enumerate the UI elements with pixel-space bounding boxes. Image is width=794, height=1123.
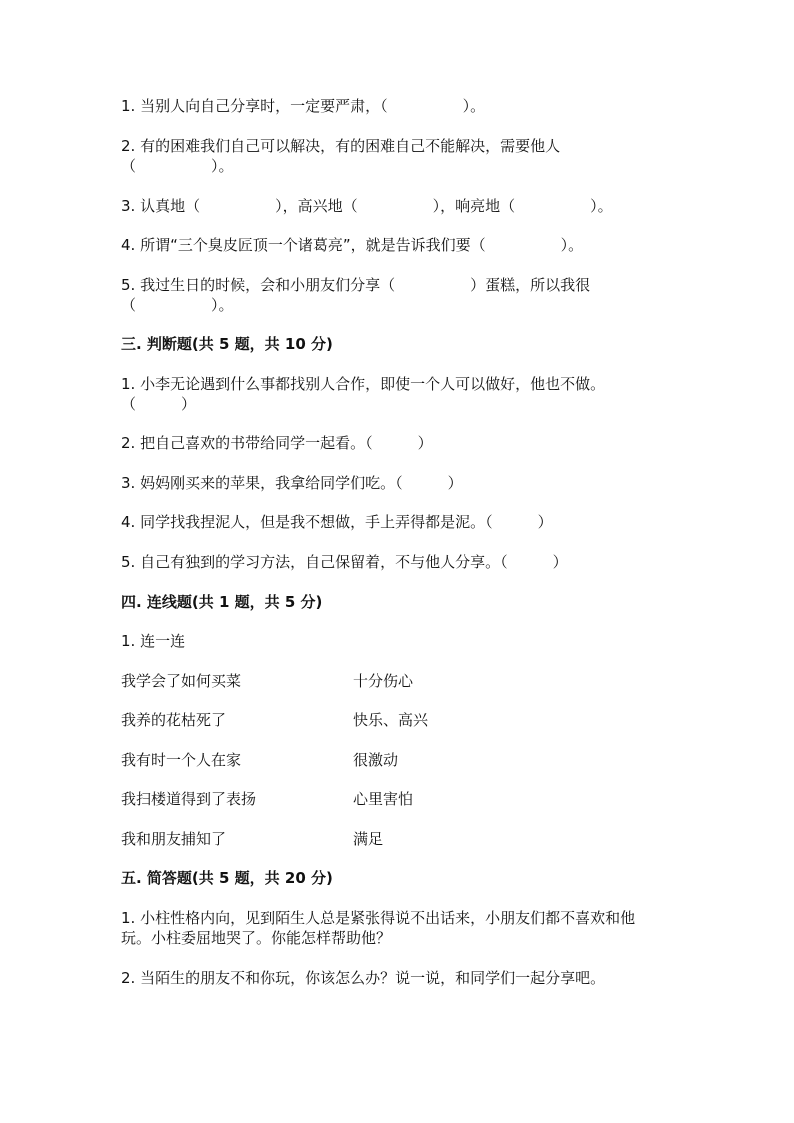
matching-row <box>121 750 681 770</box>
judge-question-2: 2. 把自己喜欢的书带给同学一起看。（ ） <box>121 434 433 452</box>
matching-right-item: 心里害怕 <box>353 790 414 808</box>
matching-right-item: 满足 <box>353 830 384 848</box>
matching-row <box>121 789 681 809</box>
fill-blank-question-1: 1. 当别人向自己分享时，一定要严肃，（ ）。 <box>121 97 486 115</box>
matching-left-item: 我扫楼道得到了表扬 <box>121 790 257 808</box>
judge-question-5: 5. 自己有独到的学习方法，自己保留着，不与他人分享。（ ） <box>121 553 568 571</box>
judge-question-1-line-1: 1. 小李无论遇到什么事都找别人合作，即使一个人可以做好，他也不做。 <box>121 375 606 393</box>
judge-question-1-line-2: （ ） <box>121 395 197 413</box>
matching-left-item: 我和朋友捕知了 <box>121 830 227 848</box>
fill-blank-question-4: 4. 所谓“三个臭皮匠顶一个诸葛亮”，就是告诉我们要（ ）。 <box>121 236 584 254</box>
short-answer-question-2: 2. 当陌生的朋友不和你玩，你该怎么办？说一说，和同学们一起分享吧。 <box>121 969 606 987</box>
section-3-heading: 三. 判断题(共 5 题，共 10 分) <box>121 335 333 353</box>
fill-blank-question-2-line-1: 2. 有的困难我们自己可以解决，有的困难自己不能解决，需要他人 <box>121 137 561 155</box>
fill-blank-question-2-line-2: （ ）。 <box>121 157 234 175</box>
matching-right-item: 十分伤心 <box>353 672 414 690</box>
matching-left-item: 我学会了如何买菜 <box>121 672 242 690</box>
section-4-heading: 四. 连线题(共 1 题，共 5 分) <box>121 593 323 611</box>
matching-row <box>121 671 681 691</box>
judge-question-4: 4. 同学找我捏泥人，但是我不想做，手上弄得都是泥。（ ） <box>121 513 553 531</box>
fill-blank-question-3: 3. 认真地（ ），高兴地（ ），响亮地（ ）。 <box>121 197 613 215</box>
short-answer-question-1-line-2: 玩。小柱委屈地哭了。你能怎样帮助他？ <box>121 929 392 947</box>
matching-row <box>121 710 681 730</box>
matching-right-item: 快乐、高兴 <box>353 711 429 729</box>
judge-question-3: 3. 妈妈刚买来的苹果，我拿给同学们吃。（ ） <box>121 474 463 492</box>
matching-prompt: 1. 连一连 <box>121 632 186 650</box>
matching-left-item: 我养的花枯死了 <box>121 711 227 729</box>
short-answer-question-1-line-1: 1. 小柱性格内向，见到陌生人总是紧张得说不出话来，小朋友们都不喜欢和他 <box>121 909 636 927</box>
matching-left-item: 我有时一个人在家 <box>121 751 242 769</box>
matching-right-item: 很激动 <box>353 751 399 769</box>
section-5-heading: 五. 简答题(共 5 题，共 20 分) <box>121 869 333 887</box>
matching-row <box>121 829 681 849</box>
fill-blank-question-5-line-2: （ ）。 <box>121 296 234 314</box>
fill-blank-question-5-line-1: 5. 我过生日的时候，会和小朋友们分享（ ）蛋糕，所以我很 <box>121 276 591 294</box>
